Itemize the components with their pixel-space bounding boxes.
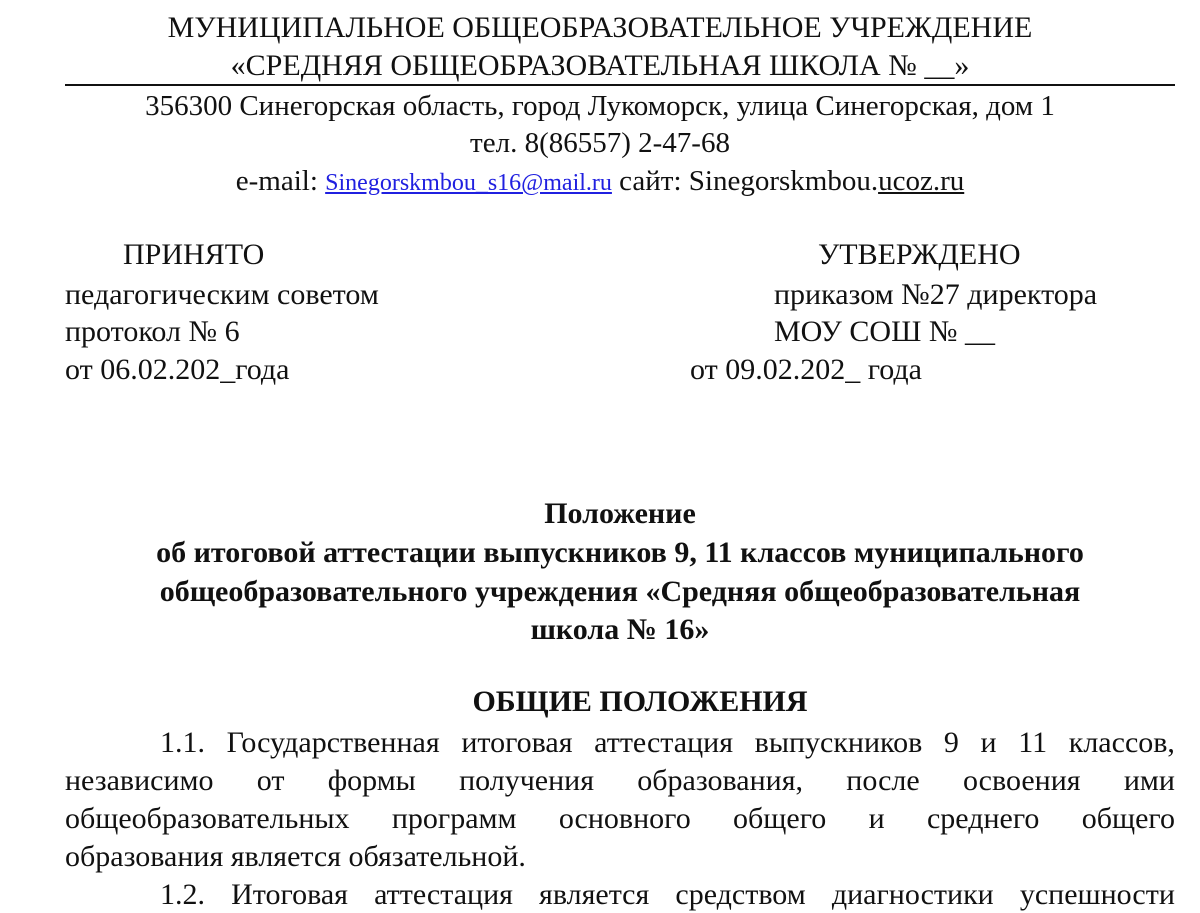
document-subtitle-line-2: общеобразовательного учреждения «Средняя общеобразовательная [159,575,1081,608]
paragraph-1-1-line-4: образования является обязательной. [65,840,526,873]
paragraph-1-2-line-1-text: 1.2. Итоговая аттестация является средством диагностики успешности [160,878,1175,911]
school-address: 356300 Синегорская область, город Лукоморск, улица Синегорская, дом 1 [145,90,1055,122]
accepted-line-2: протокол № 6 [65,315,240,348]
document-title: Положение [544,497,696,530]
paragraph-1-1-line-2-text: независимо от формы получения образования, после освоения ими [65,764,1175,797]
approved-title: УТВЕРЖДЕНО [818,238,1021,271]
document-subtitle-line-3: школа № 16» [530,613,710,646]
accepted-title: ПРИНЯТО [123,238,265,271]
paragraph-1-2-line-1 [160,877,1175,913]
email-link[interactable]: Sinegorskmbou_s16@mail.ru [325,170,612,196]
approved-line-2: МОУ СОШ № __ [774,315,995,348]
school-name-line-1: МУНИЦИПАЛЬНОЕ ОБЩЕОБРАЗОВАТЕЛЬНОЕ УЧРЕЖДЕНИЕ [167,11,1033,44]
school-name-line-2: «СРЕДНЯЯ ОБЩЕОБРАЗОВАТЕЛЬНАЯ ШКОЛА № __» [230,49,970,82]
accepted-line-3: от 06.02.202_года [65,353,290,386]
paragraph-1-1-line-3-text: общеобразовательных программ основного общего и среднего общего [65,802,1175,835]
paragraph-1-1-line-2 [65,763,1175,799]
paragraph-1-1-line-1-text: 1.1. Государственная итоговая аттестация выпускников 9 и 11 классов, [160,726,1175,759]
school-phone: тел. 8(86557) 2-47-68 [470,127,730,159]
approved-line-3: от 09.02.202_ года [690,353,922,386]
paragraph-1-1-line-1 [160,725,1175,761]
approved-line-1: приказом №27 директора [774,278,1098,311]
school-contacts [0,163,1200,201]
header-divider [65,84,1175,86]
email-label: e-mail: [235,165,326,197]
paragraph-1-1-line-3 [65,801,1175,837]
accepted-line-1: педагогическим советом [65,278,379,311]
site-label: сайт: Sinegorskmbou. [611,165,879,197]
section-heading: ОБЩИЕ ПОЛОЖЕНИЯ [472,685,808,718]
document-subtitle-line-1: об итоговой аттестации выпускников 9, 11 классов муниципального [156,536,1084,569]
site-domain: ucoz.ru [878,165,965,197]
